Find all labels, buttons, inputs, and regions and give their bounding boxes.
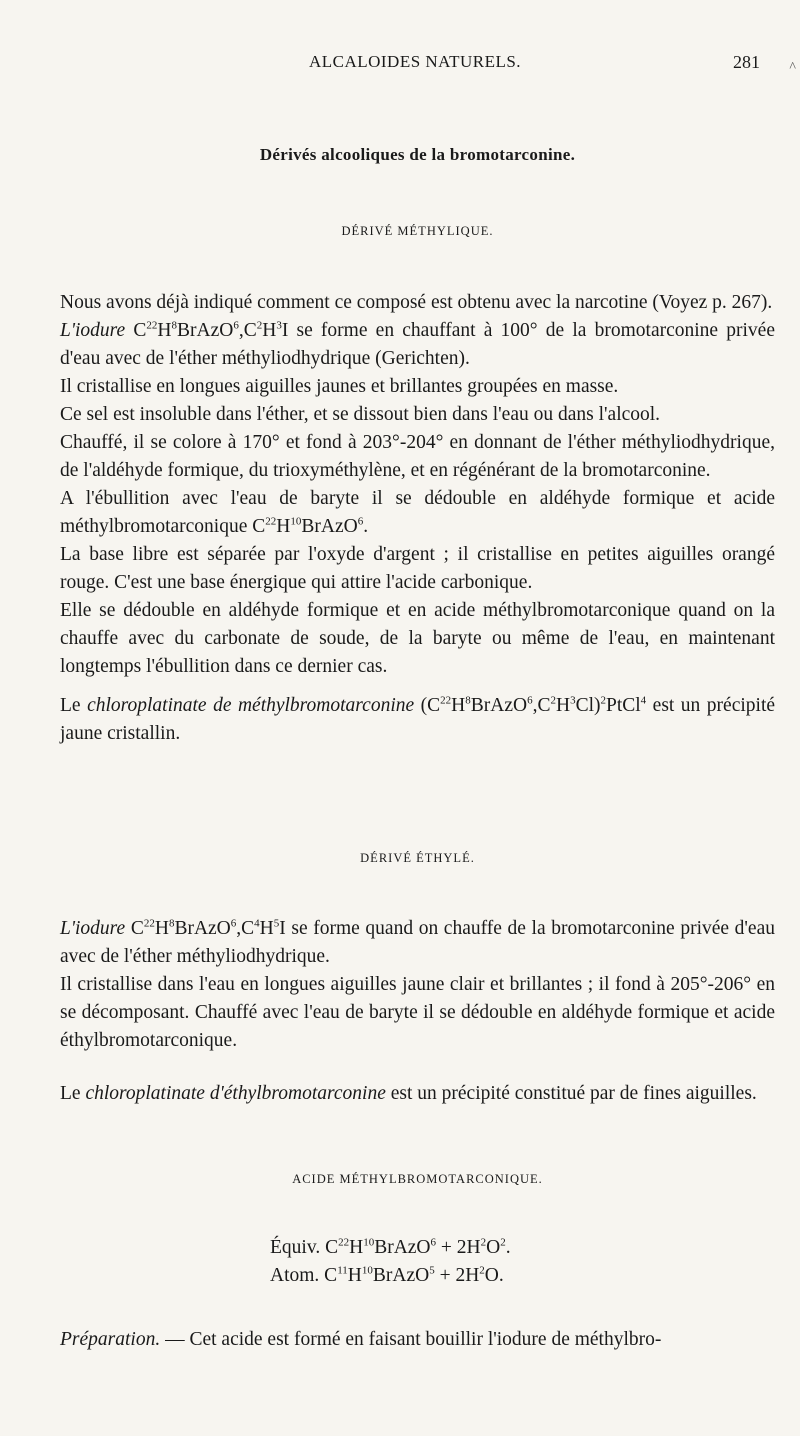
paragraph-text: est un précipité jaune cristallin. [60, 695, 776, 744]
paragraph: Il cristallise dans l'eau en longues aiguilles jaune clair et brillantes ; il fond à 205°-206° en se décomposant. Chauffé avec l'eau de baryte il se dédouble en aldéhyde formique et acide éthylbromotarconique. [60, 974, 775, 1051]
heading-ethyl-derivative: DÉRIVÉ ÉTHYLÉ. [360, 851, 475, 865]
paragraph [60, 915, 775, 971]
heading-methyl-derivative: DÉRIVÉ MÉTHYLIQUE. [341, 224, 494, 238]
paragraph [60, 1080, 775, 1108]
methyl-body [60, 289, 775, 748]
atom-label: Atom. [270, 1265, 320, 1286]
formula: $C^{22}H^8BrAzO^6,C^2H^3I$ [133, 319, 289, 341]
paragraph-text: — Cet acide est formé en faisant bouillir l'iodure de méthylbro- [160, 1329, 662, 1350]
paragraph: Chauffé, il se colore à 170° et fond à 203°-204° en donnant de l'éther méthyliodhydrique, de l'aldéhyde formique, du trioxyméthylène, et en régénérant de la bromotarconine. [60, 432, 775, 481]
paragraph: Nous avons déjà indiqué comment ce composé est obtenu avec la narcotine (Voyez p. 267). [60, 292, 773, 313]
running-title: ALCALOIDES NATURELS. [308, 52, 522, 71]
paragraph-text: se forme quand on chauffe de la bromotarconine privée d'eau avec de l'éther méthyliodhydrique. [60, 918, 775, 967]
formula: $C^{11}H^{10}BrAzO^5 + 2H^2O$. [324, 1264, 504, 1286]
formula-block [270, 1234, 670, 1290]
heading-methylbromotarconic-acid: ACIDE MÉTHYLBROMOTARCONIQUE. [292, 1172, 543, 1186]
paragraph [60, 317, 775, 373]
italic-term: chloroplatinate de méthylbromotarconine [87, 695, 415, 716]
formula: $C^{22}H^{10}BrAzO^6$. [252, 515, 369, 537]
paragraph-text: A l'ébullition avec l'eau de baryte il se dédouble en aldéhyde formique et acide méthylbromotarconique [60, 488, 775, 537]
page-number: 281 [733, 52, 760, 72]
paragraph: Ce sel est insoluble dans l'éther, et se dissout bien dans l'eau ou dans l'alcool. [60, 404, 661, 425]
paragraph [60, 692, 775, 748]
page-header [60, 52, 770, 76]
paragraph: La base libre est séparée par l'oxyde d'argent ; il cristallise en petites aiguilles orangé rouge. C'est une base énergique qui attire l'acide carbonique. [60, 544, 775, 593]
paragraph-text: Le [60, 1083, 86, 1104]
paragraph-text: se forme en chauffant à 100° de la bromotarconine privée d'eau avec de l'éther méthyliodhydrique (Gerichten). [60, 320, 775, 369]
preparation-paragraph [60, 1326, 775, 1354]
paragraph-text: Le [60, 695, 88, 716]
section-title: Dérivés alcooliques de la bromotarconine. [259, 145, 576, 164]
edge-mark: ^ [789, 60, 796, 75]
italic-term: L'iodure [60, 918, 126, 939]
equiv-formula [270, 1234, 670, 1262]
formula: $(C^{22}H^8BrAzO^6,C^2H^3Cl)^2PtCl^4$ [420, 694, 647, 716]
paragraph: Elle se dédouble en aldéhyde formique et en acide méthylbromotarconique quand on la chauffe avec du carbonate de soude, de la baryte ou même de l'eau, en maintenant longtemps l'ébullition dans ce dernier cas. [60, 600, 775, 677]
italic-term: chloroplatinate d'éthylbromotarconine [85, 1083, 386, 1104]
paragraph [60, 1326, 775, 1354]
atom-formula [270, 1262, 670, 1290]
formula: $C^{22}H^{10}BrAzO^6 + 2H^2O^2$. [325, 1236, 511, 1258]
equiv-label: Équiv. [270, 1237, 321, 1258]
italic-term: L'iodure [60, 320, 126, 341]
formula: $C^{22}H^8BrAzO^6,C^4H^5I$ [130, 917, 286, 939]
paragraph: Il cristallise en longues aiguilles jaunes et brillantes groupées en masse. [60, 376, 619, 397]
paragraph [60, 485, 775, 541]
ethyl-body [60, 915, 775, 1108]
paragraph-text: est un précipité constitué par de fines aiguilles. [385, 1083, 757, 1104]
italic-term: Préparation. [60, 1329, 161, 1350]
